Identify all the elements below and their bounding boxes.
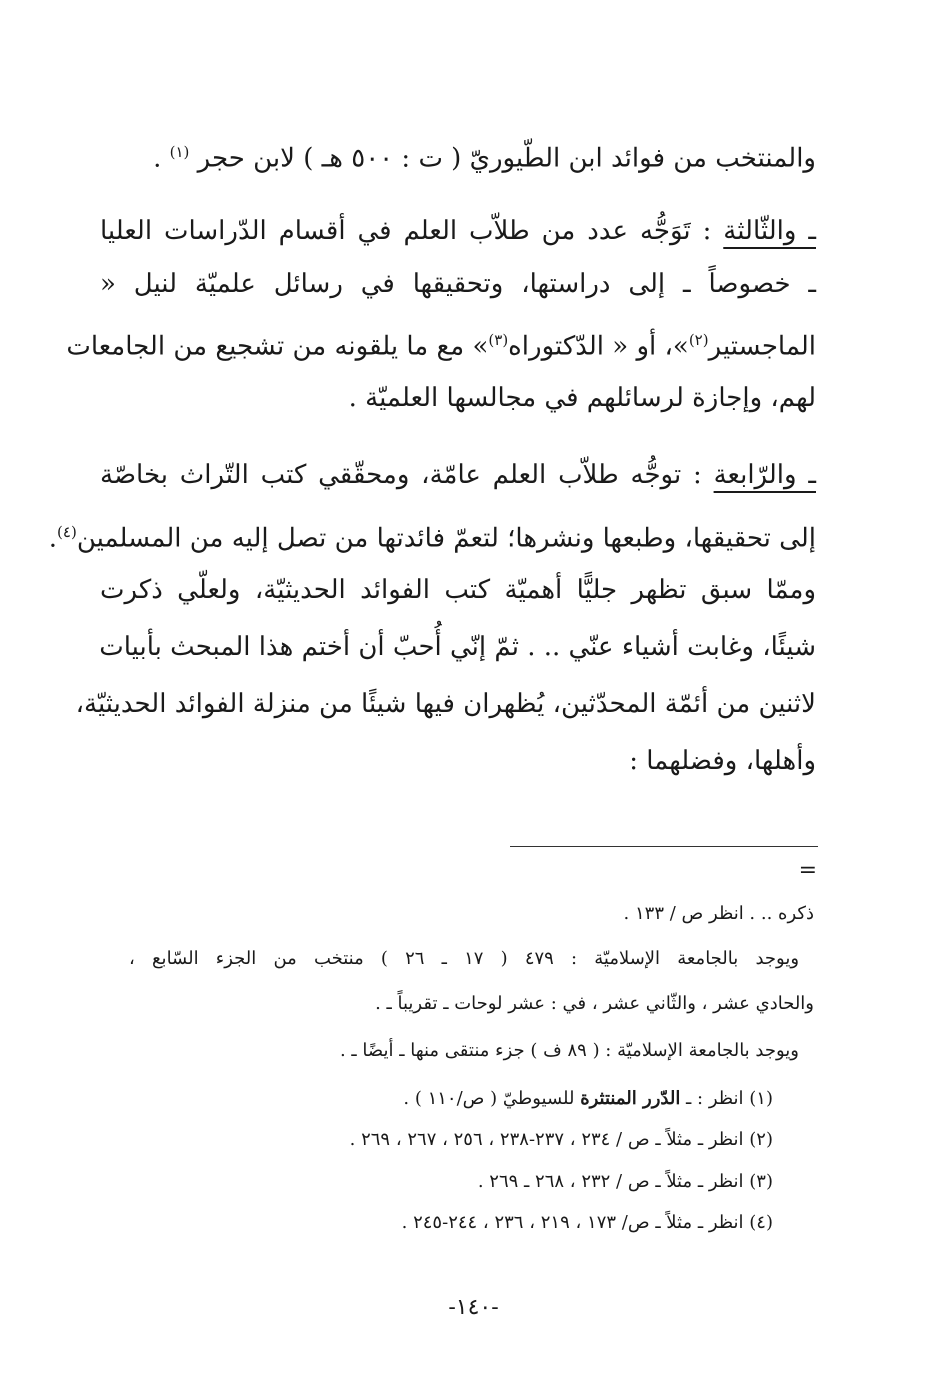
text-line-6: ـ والرّابعة : توجُّه طلاّب العلم عامّة، ومحقّقي كتب التّراث بخاصّة [100,460,816,490]
text-line-8: وممّا سبق تظهر جليًّا أهميّة كتب الفوائد الحديثيّة، ولعلّي ذكرت [100,575,816,605]
footnote-1: (١) انظر : ـ الدّرر المنتثرة للسيوطيّ ( ص/١١٠ ) . [403,1088,773,1109]
footnote-ref-4: (٤) [57,523,77,541]
section-label-fourth: ـ والرّابعة [713,460,816,490]
footnote-3: (٣) انظر ـ مثلاً ـ ص / ٢٣٢ ، ٢٦٨ ـ ٢٦٩ . [477,1171,773,1192]
text-line-2: ـ والثّالثة : تَوَجُّه عدد من طلاّب العلم في أقسام الدّراسات العليا [100,216,816,246]
footnote-ref-2: (٢) [688,331,709,349]
text-line-1: والمنتخب من فوائد ابن الطّيوريّ ( ت : ٥٠٠ هـ ) لابن حجر $^{(١)}$ . [153,143,816,174]
text-line-11: وأهلها، وفضلهما : [629,746,816,776]
text-line-10: لاثنين من أئمّة المحدّثين، يُظهران فيها شيئًا من منزلة الفوائد الحديثيّة، [75,689,816,719]
footnote-line: والحادي عشر ، والثّاني عشر ، في : عشر لوحات ـ تقريباً ـ . [375,993,814,1014]
footnote-ref-3: (٣) [488,331,509,349]
section-label-third: ـ والثّالثة [723,216,816,246]
text-line-3: ـ خصوصاً ـ إلى دراستها، وتحقيقها في رسائل علميّة لنيل « [100,269,816,299]
text-line-5: لهم، وإجازة لرسائلهم في مجالسها العلميّة . [348,383,816,413]
text-line-7: إلى تحقيقها، وطبعها ونشرها؛ لتعمّ فائدتها من تصل إليه من المسلمين$^{(٤)}$. [48,523,816,554]
footnote-line: ذكره .. . انظر ص / ١٣٣ . [623,903,814,924]
footnote-line: ويوجد بالجامعة الإسلاميّة : ٤٧٩ ( ١٧ ـ ٢٦ ) منتخب من الجزء السّابع ، [129,948,800,969]
footnote-continuation-mark: = [798,858,817,883]
footnote-4: (٤) انظر ـ مثلاً ـ ص/ ١٧٣ ، ٢١٩ ، ٢٣٦ ، ٢٤٤-٢٤٥ . [401,1212,773,1233]
page-number: -١٤٠- [448,1295,499,1320]
text-line-4: الماجستير$^{(٢)}$»، أو « الدّكتوراه$^{(٣)}$» مع ما يلقونه من تشجيع من الجامعات [66,331,816,362]
footnote-2: (٢) انظر ـ مثلاً ـ ص / ٢٣٤ ، ٢٣٧-٢٣٨ ، ٢٥٦ ، ٢٦٧ ، ٢٦٩ . [349,1129,773,1150]
footnote-line: ويوجد بالجامعة الإسلاميّة : ( ٨٩ ف ) جزء منتقى منها ـ أيضًا ـ . [339,1040,799,1061]
footnote-separator [510,846,818,847]
footnote-ref-1: (١) [169,143,190,161]
text-line-9: شيئًا، وغابت أشياء عنّي .. . ثمّ إنّي أُحبّ أن أختم هذا المبحث بأبيات [99,632,816,662]
